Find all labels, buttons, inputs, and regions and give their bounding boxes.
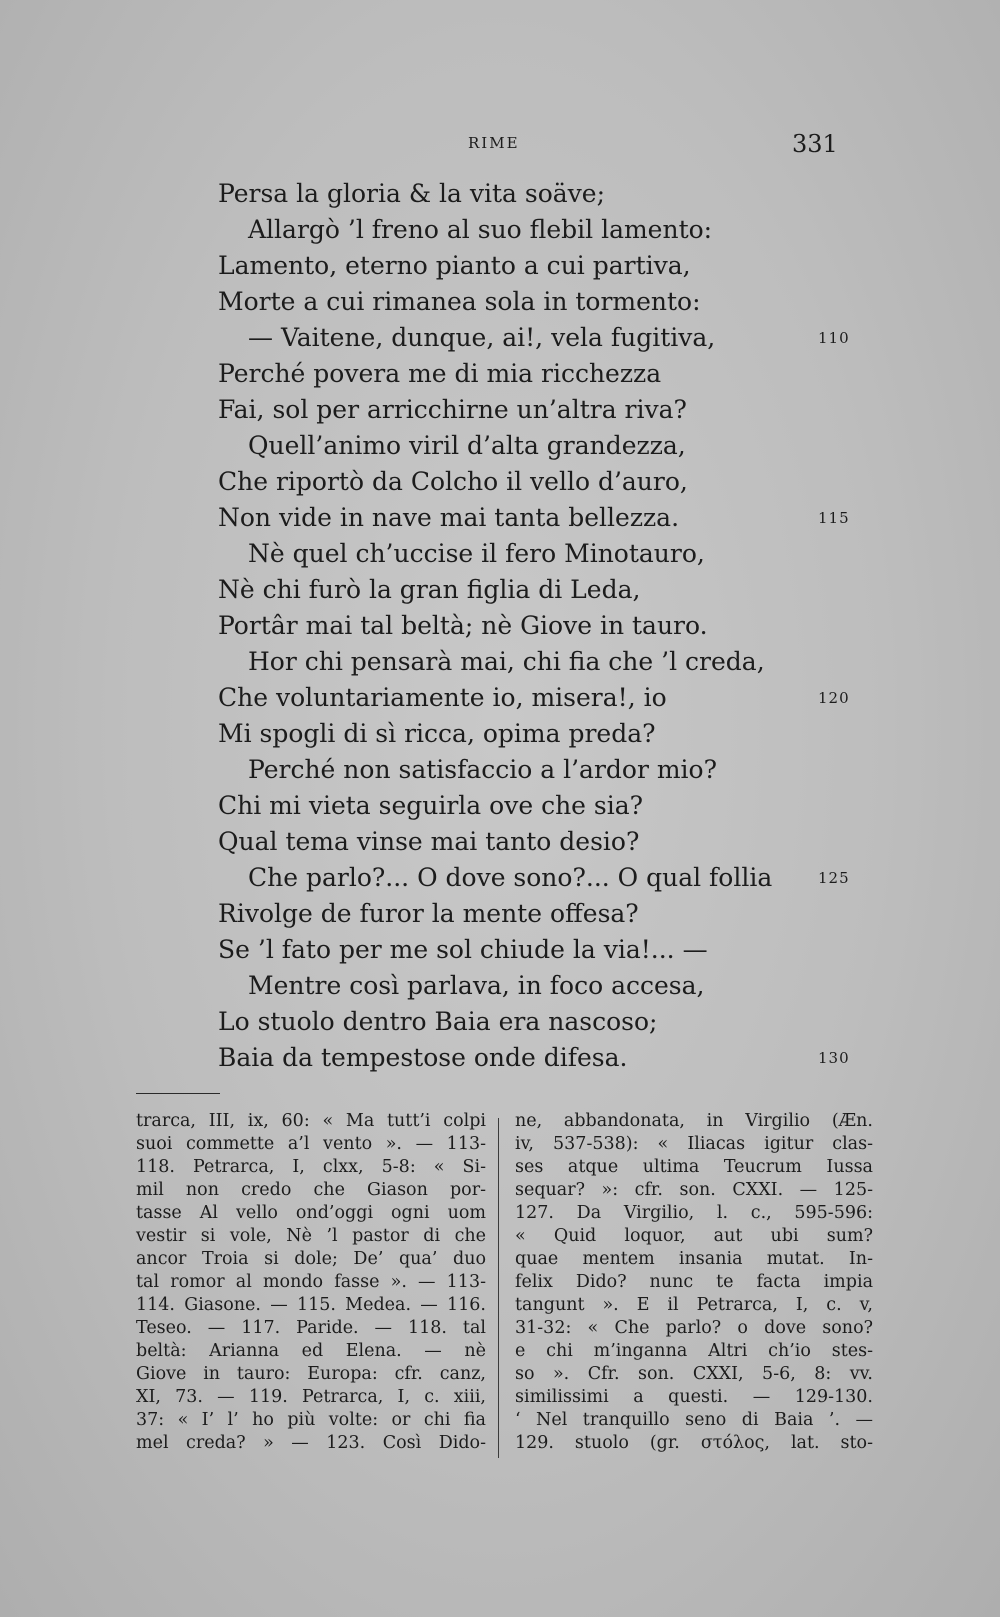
footnote-line: quae mentem insania mutat. In- xyxy=(515,1249,873,1269)
verse-text: Morte a cui rimanea sola in tormento: xyxy=(218,287,701,316)
verse-line xyxy=(0,284,1000,320)
verse-line xyxy=(0,320,1000,356)
verse-line xyxy=(0,392,1000,428)
verse-text: Perché povera me di mia ricchezza xyxy=(218,359,662,388)
verse-text: Nè chi furò la gran figlia di Leda, xyxy=(218,575,641,604)
verse-line xyxy=(0,176,1000,212)
verse-line xyxy=(0,500,1000,536)
verse-text: Qual tema vinse mai tanto desio? xyxy=(218,827,640,856)
footnote-line: suoi commette a’l vento ». — 113- xyxy=(136,1134,486,1154)
verse-text: Persa la gloria & la vita soäve; xyxy=(218,179,606,208)
footnote-line: felix Dido? nunc te facta impia xyxy=(515,1272,873,1292)
footnote-line: XI, 73. — 119. Petrarca, I, c. xiii, xyxy=(136,1387,486,1407)
footnote-line: 118. Petrarca, I, clxx, 5-8: « Si- xyxy=(136,1157,486,1177)
verse-text: Mi spogli di sì ricca, opima preda? xyxy=(218,719,656,748)
footnote-line: ses atque ultima Teucrum Iussa xyxy=(515,1157,873,1177)
verse-text: Fai, sol per arricchirne un’altra riva? xyxy=(218,395,687,424)
verse-line xyxy=(0,644,1000,680)
footnote-line: « Quid loquor, aut ubi sum? xyxy=(515,1226,873,1246)
footnote-line: so ». Cfr. son. CXXI, 5-6, 8: vv. xyxy=(515,1364,873,1384)
verse-line xyxy=(0,932,1000,968)
footnote-line: iv, 537-538): « Iliacas igitur clas- xyxy=(515,1134,873,1154)
verse-text: Non vide in nave mai tanta bellezza. xyxy=(218,503,680,532)
verse-line xyxy=(0,1040,1000,1076)
verse-line xyxy=(0,896,1000,932)
running-head: RIME xyxy=(468,134,520,152)
footnote-line: tangunt ». E il Petrarca, I, c. v, xyxy=(515,1295,873,1315)
footnote-line: trarca, III, ix, 60: « Ma tutt’i colpi xyxy=(136,1111,486,1131)
verse-text: Quell’animo viril d’alta grandezza, xyxy=(248,431,686,460)
footnotes-left-column xyxy=(136,1110,486,1455)
footnote-line: sequar? »: cfr. son. CXXI. — 125- xyxy=(515,1180,873,1200)
verse-line xyxy=(0,1004,1000,1040)
verse-text: Che parlo?... O dove sono?... O qual follia xyxy=(248,863,773,892)
verse-text: — Vaitene, dunque, ai!, vela fugitiva, xyxy=(248,323,716,352)
footnote-line: beltà: Arianna ed Elena. — nè xyxy=(136,1341,486,1361)
verse-line xyxy=(0,248,1000,284)
footnote-line: ancor Troia si dole; De’ qua’ duo xyxy=(136,1249,486,1269)
verse-line xyxy=(0,572,1000,608)
footnote-line: similissimi a questi. — 129-130. xyxy=(515,1387,873,1407)
verse-text: Mentre così parlava, in foco accesa, xyxy=(248,971,705,1000)
verse-text: Portâr mai tal beltà; nè Giove in tauro. xyxy=(218,611,708,640)
footnote-line: tasse Al vello ond’oggi ogni uom xyxy=(136,1203,486,1223)
verse-line xyxy=(0,536,1000,572)
verse-line xyxy=(0,716,1000,752)
verse-text: Allargò ’l freno al suo flebil lamento: xyxy=(248,215,713,244)
line-number: 130 xyxy=(818,1049,850,1067)
footnote-line: e chi m’inganna Altri ch’io stes- xyxy=(515,1341,873,1361)
verse-line xyxy=(0,860,1000,896)
footnote-line: ne, abbandonata, in Virgilio (Æn. xyxy=(515,1111,873,1131)
footnote-column-divider xyxy=(498,1118,499,1458)
verse-line xyxy=(0,428,1000,464)
verse-line xyxy=(0,212,1000,248)
verse-line xyxy=(0,752,1000,788)
footnote-line: tal romor al mondo fasse ». — 113- xyxy=(136,1272,486,1292)
verse-line xyxy=(0,788,1000,824)
verse-text: Che riportò da Colcho il vello d’auro, xyxy=(218,467,688,496)
footnote-line: Giove in tauro: Europa: cfr. canz, xyxy=(136,1364,486,1384)
line-number: 115 xyxy=(818,509,850,527)
page-number: 331 xyxy=(792,130,838,158)
verse-text: Nè quel ch’uccise il fero Minotauro, xyxy=(248,539,705,568)
footnote-line: 37: « I’ l’ ho più volte: or chi fia xyxy=(136,1410,486,1430)
verse-line xyxy=(0,680,1000,716)
footnotes-right-column xyxy=(515,1110,873,1455)
footnote-line: vestir si vole, Nè ’l pastor di che xyxy=(136,1226,486,1246)
footnote-line: 31-32: « Che parlo? o dove sono? xyxy=(515,1318,873,1338)
verse-text: Baia da tempestose onde difesa. xyxy=(218,1043,628,1072)
verse-text: Rivolge de furor la mente offesa? xyxy=(218,899,639,928)
footnote-line: mel creda? » — 123. Così Dido- xyxy=(136,1433,486,1453)
verse-text: Perché non satisfaccio a l’ardor mio? xyxy=(248,755,718,784)
verse-line xyxy=(0,824,1000,860)
poem xyxy=(0,176,1000,1076)
verse-text: Che voluntariamente io, misera!, io xyxy=(218,683,667,712)
line-number: 110 xyxy=(818,329,850,347)
footnote-rule xyxy=(136,1093,220,1094)
footnote-line: 114. Giasone. — 115. Medea. — 116. xyxy=(136,1295,486,1315)
verse-line xyxy=(0,464,1000,500)
verse-line xyxy=(0,356,1000,392)
footnote-line: ‘ Nel tranquillo seno di Baia ’. — xyxy=(515,1410,873,1430)
verse-line xyxy=(0,968,1000,1004)
verse-text: Se ’l fato per me sol chiude la via!... — xyxy=(218,935,708,964)
verse-text: Lamento, eterno pianto a cui partiva, xyxy=(218,251,691,280)
footnote-line: 127. Da Virgilio, l. c., 595-596: xyxy=(515,1203,873,1223)
verse-text: Lo stuolo dentro Baia era nascoso; xyxy=(218,1007,658,1036)
line-number: 125 xyxy=(818,869,850,887)
verse-line xyxy=(0,608,1000,644)
verse-text: Hor chi pensarà mai, chi fia che ’l creda, xyxy=(248,647,765,676)
footnote-line: 129. stuolo (gr. στόλος, lat. sto- xyxy=(515,1433,873,1453)
verse-text: Chi mi vieta seguirla ove che sia? xyxy=(218,791,644,820)
line-number: 120 xyxy=(818,689,850,707)
footnote-line: Teseo. — 117. Paride. — 118. tal xyxy=(136,1318,486,1338)
footnote-line: mil non credo che Giason por- xyxy=(136,1180,486,1200)
